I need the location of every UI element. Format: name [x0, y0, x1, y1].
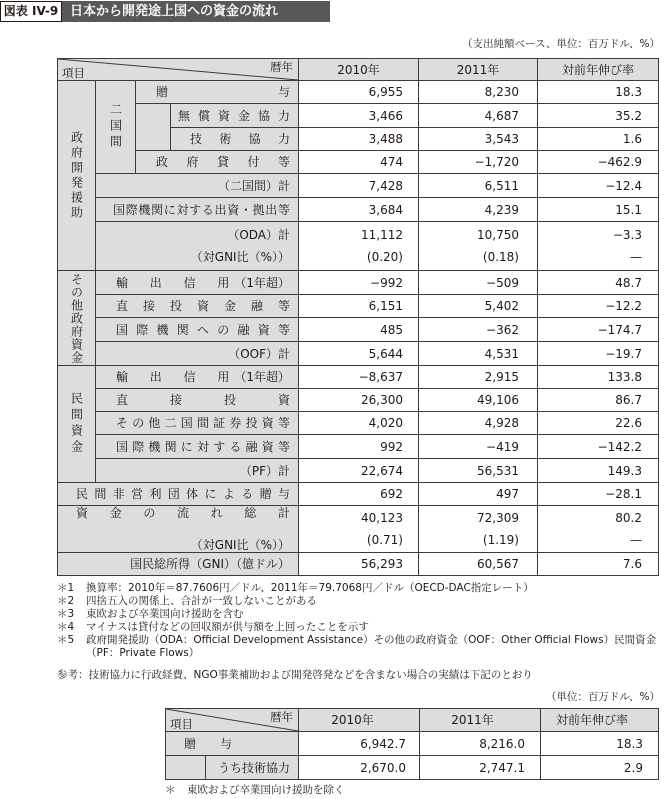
reference-text: 参考：技術協力に行政経費、NGO事業補助および開発啓発などを含まない場合の実績は下記のとおり: [57, 669, 533, 681]
row-label: [165, 731, 299, 756]
reference-note: [165, 784, 659, 797]
header-2010: 2010年: [298, 708, 420, 732]
cell-2010: [298, 505, 419, 553]
cell-2010: 3,488: [298, 127, 419, 151]
cell-2010: 3,466: [298, 103, 419, 128]
row-label: [95, 411, 299, 435]
cell-2011: 49,106: [418, 388, 538, 412]
unit-note: （支出純額ベース、単位：百万ドル、%）: [462, 38, 660, 50]
row-label-text: 国際機関への融資等: [116, 322, 290, 337]
cell-subvalue: (0.20): [366, 250, 403, 264]
row-label-text: （ODA）計: [227, 228, 290, 242]
cell-growth: −142.2: [537, 434, 659, 459]
cell-2011: 6,511: [418, 173, 538, 198]
row-label-text: 直接投資金融等: [116, 299, 290, 313]
cell-2011: 8,216.0: [419, 731, 541, 756]
group-oof-label: その他政府資金: [69, 272, 84, 364]
cell-2011: [418, 505, 538, 553]
note-text: 東欧および卒業国向け援助を含む: [86, 608, 244, 620]
cell-2010: 6,942.7: [298, 731, 420, 756]
row-label-text: 資金の流れ総計: [76, 506, 290, 520]
cell-2010: 992: [298, 434, 419, 459]
cell-growth: 2.9: [540, 755, 659, 780]
cell-2010: 56,293: [298, 552, 419, 576]
note-text: 換算率：2010年＝87.7606円／ドル、2011年＝79.7068円／ドル（OECD-DAC指定レート）: [86, 582, 534, 594]
row-label-text: 無償資金協力: [178, 108, 290, 123]
cell-2011: 5,402: [418, 294, 538, 318]
cell-growth: −28.1: [537, 482, 659, 506]
cell-2010: 485: [298, 317, 419, 342]
cell-2010: 692: [298, 482, 419, 506]
row-label-text: 直接投資: [116, 393, 290, 407]
header-item-label: 項目: [62, 66, 85, 80]
row-label-text: 輸出信用: [116, 370, 230, 384]
row-label: [95, 221, 299, 271]
row-label: [95, 388, 299, 412]
note-text: 政府開発援助（ODA：Official Development Assistance）その他の政府資金（OOF：Other Official Flows）民間資金（PF：Private Flows）: [86, 634, 657, 659]
note-item: [57, 582, 660, 595]
cell-2011: 2,915: [418, 365, 538, 389]
group-pf: [57, 365, 96, 483]
cell-growth: 48.7: [537, 270, 659, 295]
row-label-text: 政府貸付等: [156, 155, 290, 169]
cell-growth: −12.2: [537, 294, 659, 318]
row-label: [57, 482, 299, 506]
header-2010: 2010年: [298, 58, 419, 81]
cell-value: 10,750: [477, 228, 519, 242]
note-item: [57, 595, 660, 608]
row-label-suffix: （1年超）: [234, 275, 290, 290]
cell-growth: −12.4: [537, 173, 659, 198]
cell-2011: 4,531: [418, 341, 538, 366]
group-oda: [57, 80, 96, 271]
row-label: [170, 127, 299, 151]
cell-2011: 60,567: [418, 552, 538, 576]
cell-2010: 5,644: [298, 341, 419, 366]
row-label: [205, 755, 299, 780]
cell-subvalue: (0.18): [482, 250, 519, 264]
reference-unit: （単位：百万ドル、%）: [545, 691, 660, 703]
group-bilateral-label: 二国間: [108, 103, 123, 151]
row-label-text: うち技術協力: [218, 760, 291, 775]
row-label: [95, 365, 299, 389]
row-label-text: 輸出信用: [116, 275, 230, 290]
row-label: [95, 458, 299, 483]
cell-growth: [537, 505, 659, 553]
cell-2010: [298, 221, 419, 271]
cell-2011: −362: [418, 317, 538, 342]
note-mark: ＊3: [57, 608, 75, 620]
cell-2010: −8,637: [298, 365, 419, 389]
row-label: [95, 341, 299, 366]
row-label: [57, 505, 299, 553]
header-growth: 対前年伸び率: [537, 58, 659, 81]
cell-2010: 7,428: [298, 173, 419, 198]
cell-growth: 18.3: [540, 731, 659, 756]
figure-label: 図表 IV-9: [0, 1, 62, 22]
cell-2011: 56,531: [418, 458, 538, 483]
note-text: マイナスは貸付などの回収額が供与額を上回ったことを示す: [86, 621, 369, 633]
cell-growth: 149.3: [537, 458, 659, 483]
row-label: [135, 80, 299, 104]
cell-2011: 4,687: [418, 103, 538, 128]
group-pf-label: 民間資金: [69, 392, 84, 456]
main-table: [57, 58, 659, 576]
header-2011: 2011年: [418, 58, 538, 81]
cell-2010: 2,670.0: [298, 755, 420, 780]
header-growth: 対前年伸び率: [540, 708, 659, 732]
row-label-text: （OOF）計: [228, 346, 290, 361]
row-label: [95, 173, 299, 198]
header-corner: [57, 58, 299, 81]
row-label-text: 国民総所得（GNI）（億ドル）: [130, 557, 290, 571]
header-year-label: 暦年: [270, 710, 293, 724]
row-label-text: 国際機関に対する融資等: [116, 439, 290, 454]
row-label: [95, 270, 299, 295]
note-item: [57, 634, 660, 660]
cell-growth: −174.7: [537, 317, 659, 342]
row-label-text: 国際機関に対する出資・拠出等: [113, 202, 290, 217]
header-item-label: 項目: [170, 717, 193, 731]
note-text: 四捨五入の関係上、合計が一致しないことがある: [86, 595, 317, 607]
cell-subvalue: (1.19): [482, 533, 519, 547]
row-label-text: （二国間）計: [217, 178, 290, 193]
cell-2010: 474: [298, 150, 419, 174]
cell-2010: 22,674: [298, 458, 419, 483]
row-label: [57, 552, 299, 576]
row-label: [135, 150, 299, 174]
indent-cell: [165, 755, 206, 780]
header-year-label: 暦年: [270, 60, 293, 74]
cell-2010: 6,151: [298, 294, 419, 318]
cell-growth: 133.8: [537, 365, 659, 389]
cell-2011: 4,928: [418, 411, 538, 435]
cell-value: 11,112: [361, 228, 403, 242]
cell-value: 80.2: [615, 511, 642, 525]
note-text: 東欧および卒業国向け援助を除く: [187, 784, 345, 796]
row-label: [170, 103, 299, 128]
cell-subvalue: —: [630, 250, 642, 264]
cell-growth: 22.6: [537, 411, 659, 435]
note-mark: ＊1: [57, 582, 75, 594]
cell-growth: −462.9: [537, 150, 659, 174]
cell-growth: 15.1: [537, 197, 659, 222]
cell-2011: −509: [418, 270, 538, 295]
cell-2010: 3,684: [298, 197, 419, 222]
note-mark: ＊5: [57, 634, 75, 646]
cell-growth: 35.2: [537, 103, 659, 128]
cell-2011: 497: [418, 482, 538, 506]
cell-growth: [537, 221, 659, 271]
row-label: [95, 434, 299, 459]
diagonal-line: [58, 59, 298, 80]
figure-title: 日本から開発途上国への資金の流れ: [62, 1, 330, 22]
cell-2011: −419: [418, 434, 538, 459]
cell-2011: 2,747.1: [419, 755, 541, 780]
cell-2010: 26,300: [298, 388, 419, 412]
note-mark: ＊2: [57, 595, 75, 607]
row-label: [95, 317, 299, 342]
cell-growth: 1.6: [537, 127, 659, 151]
note-mark: ＊: [165, 784, 176, 796]
row-label-text: その他二国間証券投資等: [116, 416, 290, 430]
row-label-text: 贈与: [184, 736, 232, 751]
row-sublabel-text: （対GNI比（%））: [190, 250, 290, 264]
cell-2010: 6,955: [298, 80, 419, 104]
cell-value: −3.3: [612, 228, 642, 242]
row-label-text: 民間非営利団体による贈与: [76, 487, 290, 501]
group-oda-label: 政府開発援助: [69, 130, 84, 221]
cell-value: 40,123: [361, 511, 403, 525]
cell-2011: 8,230: [418, 80, 538, 104]
note-item: [57, 621, 660, 634]
cell-2010: −992: [298, 270, 419, 295]
row-sublabel-text: （対GNI比（%））: [190, 538, 290, 552]
cell-subvalue: (0.71): [366, 533, 403, 547]
header-corner: [165, 708, 299, 732]
notes: [57, 582, 660, 660]
group-bilateral: [95, 80, 136, 174]
cell-growth: 86.7: [537, 388, 659, 412]
cell-2011: [418, 221, 538, 271]
cell-2011: 4,239: [418, 197, 538, 222]
row-label-text: 贈与: [156, 85, 290, 99]
row-label: [95, 197, 299, 222]
cell-growth: 7.6: [537, 552, 659, 576]
cell-2010: 4,020: [298, 411, 419, 435]
note-mark: ＊4: [57, 621, 75, 633]
cell-growth: 18.3: [537, 80, 659, 104]
row-label-suffix: （1年超）: [234, 370, 290, 384]
cell-value: 72,309: [477, 511, 519, 525]
note-item: [57, 608, 660, 621]
indent-cell: [135, 103, 171, 151]
row-label-text: 技術協力: [190, 132, 290, 146]
row-label: [95, 294, 299, 318]
cell-subvalue: —: [630, 533, 642, 547]
reference-table: [165, 708, 659, 780]
cell-2011: 3,543: [418, 127, 538, 151]
group-oof: [57, 270, 96, 366]
cell-2011: −1,720: [418, 150, 538, 174]
row-label-text: （PF）計: [239, 463, 290, 478]
cell-growth: −19.7: [537, 341, 659, 366]
header-2011: 2011年: [419, 708, 541, 732]
